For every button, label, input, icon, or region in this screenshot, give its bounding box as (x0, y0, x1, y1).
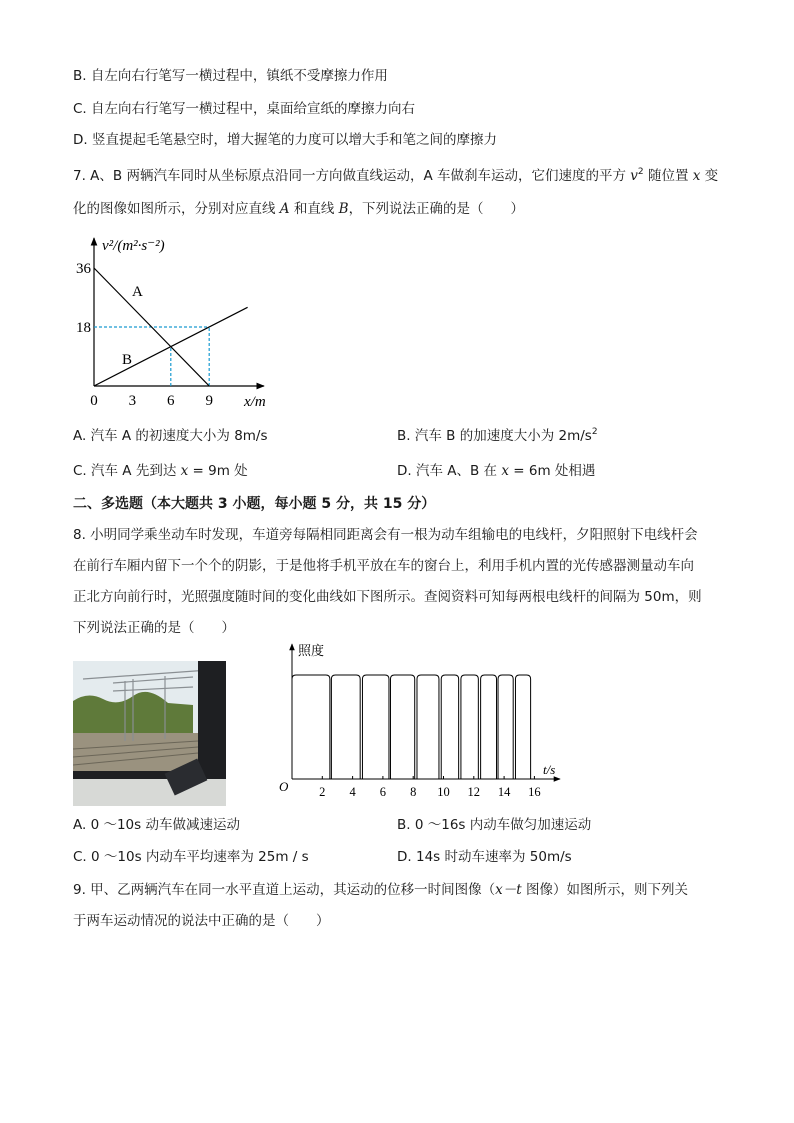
x-tick-label: 3 (128, 393, 137, 409)
y-tick-label: 18 (76, 320, 91, 336)
x-tick-label: 8 (410, 785, 417, 799)
q6-option-c: C. 自左向右行笔写一横过程中，桌面给宣纸的摩擦力向右 (73, 101, 416, 117)
v2-x-graph (66, 228, 286, 413)
q9-stem-line1: 9. 甲、乙两辆汽车在同一水平直道上运动，其运动的位移一时间图像（x－t 图像）如图所示，则下列关 (73, 882, 689, 898)
q8-option-b: B. 0 ～16s 内动车做匀加速运动 (397, 817, 592, 833)
q7-stem-line2: 化的图像如图所示，分别对应直线 A 和直线 B，下列说法正确的是（ ） (73, 201, 525, 217)
x-axis-label: t/s (543, 762, 556, 777)
series-b-label: B (122, 352, 133, 368)
illuminance-time-graph (275, 640, 565, 805)
q7-option-a: A. 汽车 A 的初速度大小为 8m/s (73, 428, 268, 444)
q8-stem-line4: 下列说法正确的是（ ） (73, 620, 235, 636)
q7-stem-line1: 7. A、B 两辆汽车同时从坐标原点沿同一方向做直线运动，A 车做刹车运动，它们速度的平方 $v^2$ 随位置 x 变 (73, 167, 719, 184)
q8-stem-line2: 在前行车厢内留下一个个的阴影，于是他将手机平放在车的窗台上，利用手机内置的光传感器测量动车向 (73, 558, 694, 574)
x-tick-label: 4 (349, 785, 356, 799)
q8-option-d: D. 14s 时动车速率为 50m/s (397, 849, 572, 865)
q7-option-d: D. 汽车 A、B 在 x = 6m 处相遇 (397, 463, 596, 479)
q9-stem-line2: 于两车运动情况的说法中正确的是（ ） (73, 913, 330, 929)
q7-option-b: B. 汽车 B 的加速度大小为 $2m/s^2$ (397, 427, 598, 444)
origin-label: O (279, 779, 289, 794)
section-heading: 二、多选题（本大题共 3 小题，每小题 5 分，共 15 分） (73, 496, 436, 512)
q8-stem-line3: 正北方向前行时，光照强度随时间的变化曲线如下图所示。查阅资料可知每两根电线杆的间隔为 50m，则 (73, 589, 702, 605)
x-tick-label: 9 (205, 393, 213, 409)
train-window-photo-art (73, 661, 226, 806)
x-tick-label: 12 (467, 785, 481, 799)
x-tick-label: 2 (319, 785, 326, 799)
x-tick-label: 0 (90, 393, 98, 409)
x-tick-label: 16 (528, 785, 541, 799)
q8-option-c: C. 0 ～10s 内动车平均速率为 25m / s (73, 849, 309, 865)
x-axis-label: x/m (244, 394, 266, 410)
x-tick-label: 6 (167, 393, 175, 409)
x-tick-label: 10 (437, 785, 450, 799)
x-tick-label: 6 (379, 785, 387, 799)
y-axis-label: v²/(m²·s⁻²) (102, 238, 165, 254)
q6-option-b: B. 自左向右行笔写一横过程中，镇纸不受摩擦力作用 (73, 68, 388, 84)
series-a-label: A (132, 284, 143, 300)
y-tick-label: 36 (76, 261, 91, 277)
q6-option-d: D. 竖直提起毛笔悬空时，增大握笔的力度可以增大手和笔之间的摩擦力 (73, 132, 497, 148)
q7-option-c: C. 汽车 A 先到达 x = 9m 处 (73, 463, 248, 479)
train-window-photo (73, 661, 226, 806)
x-tick-label: 14 (497, 785, 511, 799)
q8-option-a: A. 0 ～10s 动车做减速运动 (73, 817, 240, 833)
q8-stem-line1: 8. 小明同学乘坐动车时发现，车道旁每隔相同距离会有一根为动车组输电的电线杆，夕阳照射下电线杆会 (73, 527, 698, 543)
y-axis-label: 照度 (298, 644, 325, 659)
